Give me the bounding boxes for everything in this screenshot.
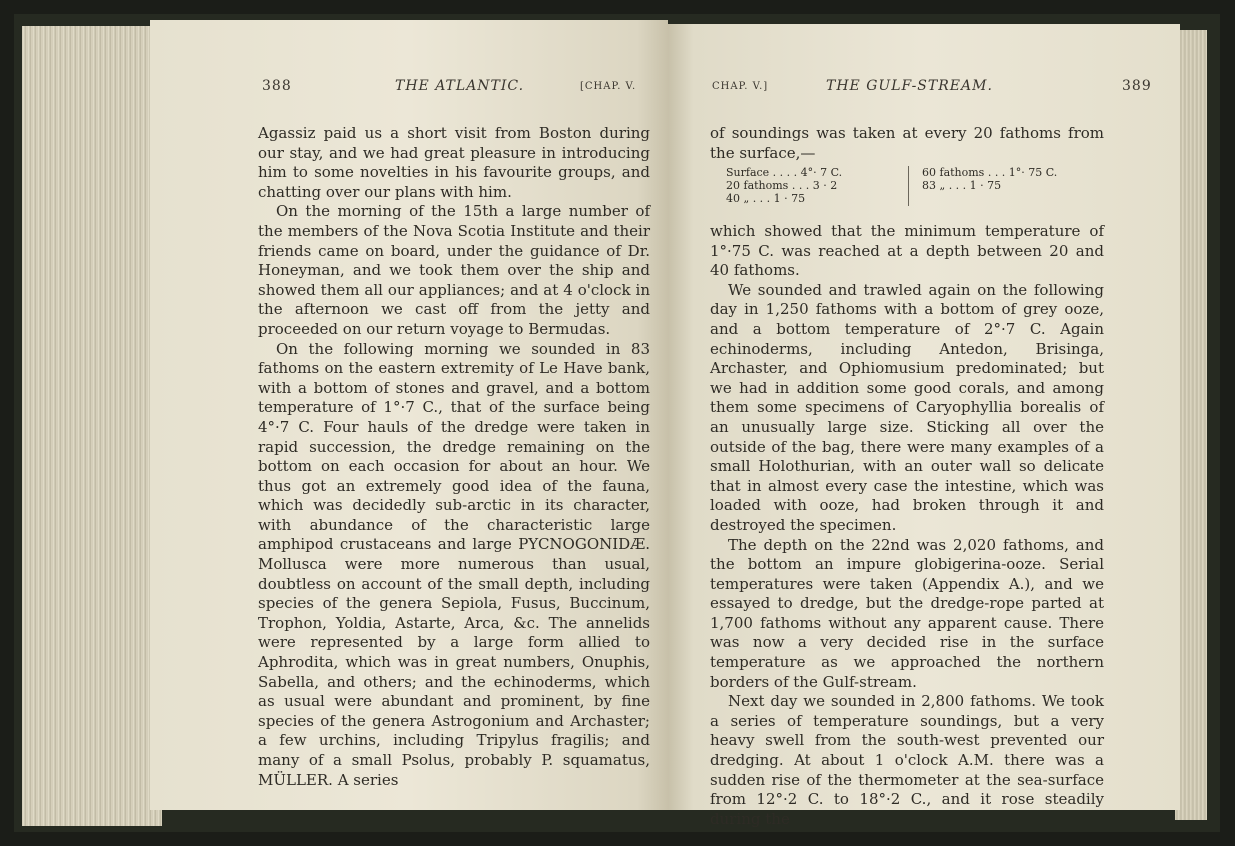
- intro-text: of soundings was taken at every 20 fathoms from the surface,—: [710, 124, 1104, 162]
- left-page-text: [258, 124, 650, 790]
- temperature-table: [726, 166, 1106, 208]
- right-chapter-marker: CHAP. V.]: [712, 81, 769, 92]
- right-page-number: 389: [1122, 78, 1152, 94]
- paragraph: We sounded and trawled again on the following day in 1,250 fathoms with a bottom of grey ooze, and a bottom temperature of 2°·7 C. Again echinoderms, including Antedon, Brisinga, Archaster, and Ophiomusium predominated; but we had in addition some good corals, and among them some specimens of Caryophyllia borealis of an unusually large size. Sticking all over the outside of the bag, there were many examples of a small Holothurian, with an outer wall so delicate that in almost every case the intestine, which was loaded with ooze, had broken through it and destroyed the specimen.: [710, 280, 1104, 534]
- table-row: 40 „ . . . 1 · 75: [726, 192, 806, 205]
- paragraph: which showed that the minimum temperature of 1°·75 C. was reached at a depth between 20 and 40 fathoms.: [710, 222, 1104, 280]
- table-row: 60 fathoms . . . 1°· 75 C.: [922, 166, 1058, 179]
- table-row: 83 „ . . . 1 · 75: [922, 179, 1002, 192]
- right-running-title: THE GULF-STREAM.: [826, 78, 993, 94]
- page-edges-left: [22, 26, 162, 826]
- paragraph: On the morning of the 15th a large number of the members of the Nova Scotia Institute and their friends came on board, under the guidance of Dr. Honeyman, and we took them over the ship and showed them all our appliances; and at 4 o'clock in the afternoon we cast off from the jetty and proceeded on our return voyage to Bermudas.: [258, 202, 650, 338]
- paragraph: On the following morning we sounded in 83 fathoms on the eastern extremity of Le Have bank, with a bottom of stones and gravel, and a bottom temperature of 1°·7 C., that of the surface being 4°·7 C. Four hauls of the dredge were taken in rapid succession, the dredge remaining on the bottom on each occasion for about an hour. We thus got an extremely good idea of the fauna, which was decidedly sub-arctic in its character, with abundance of the characteristic large amphipod crustaceans and large PYCNOGONIDÆ. Mollusca were more numerous than usual, doubtless on account of the small depth, including species of the genera Sepiola, Fusus, Buccinum, Trophon, Yoldia, Astarte, Arca, &c. The annelids were represented by a large form allied to Aphrodita, which was in great numbers, Onuphis, Sabella, and others; and the echinoderms, which as usual were abundant and prominent, by fine species of the genera Astrogonium and Archaster; a few urchins, including Tripylus fragilis; and many of a small Psolus, probably P. squamatus, MÜLLER. A series: [258, 339, 650, 789]
- table-row: Surface . . . . 4°· 7 C.: [726, 166, 843, 179]
- paragraph: The depth on the 22nd was 2,020 fathoms, and the bottom an impure globigerina-ooze. Serial temperatures were taken (Appendix A.), and we essayed to dredge, but the dredge-rope parted at 1,700 fathoms without any apparent cause. There was now a very decided rise in the surface temperature as we approached the northern borders of the Gulf-stream.: [710, 535, 1104, 691]
- right-page-intro: [710, 124, 1104, 163]
- left-page-number: 388: [262, 78, 292, 94]
- left-chapter-marker: [CHAP. V.: [580, 81, 637, 92]
- left-running-title: THE ATLANTIC.: [395, 78, 525, 94]
- table-column-right: [922, 166, 1057, 192]
- right-running-head: [0, 78, 1235, 98]
- paragraph: Agassiz paid us a short visit from Boston during our stay, and we had great pleasure in introducing him to some novelties in his favourite groups, and chatting over our plans with him.: [258, 124, 650, 201]
- table-divider: [908, 166, 909, 206]
- paragraph: Next day we sounded in 2,800 fathoms. We took a series of temperature soundings, but a very heavy swell from the south-west prevented our dredging. At about 1 o'clock A.M. there was a sudden rise of the thermometer at the sea-surface from 12°·2 C. to 18°·2 C., and it rose steadily during the: [710, 692, 1104, 828]
- table-column-left: [726, 166, 842, 205]
- right-page-text: [710, 222, 1104, 829]
- table-row: 20 fathoms . . . 3 · 2: [726, 179, 838, 192]
